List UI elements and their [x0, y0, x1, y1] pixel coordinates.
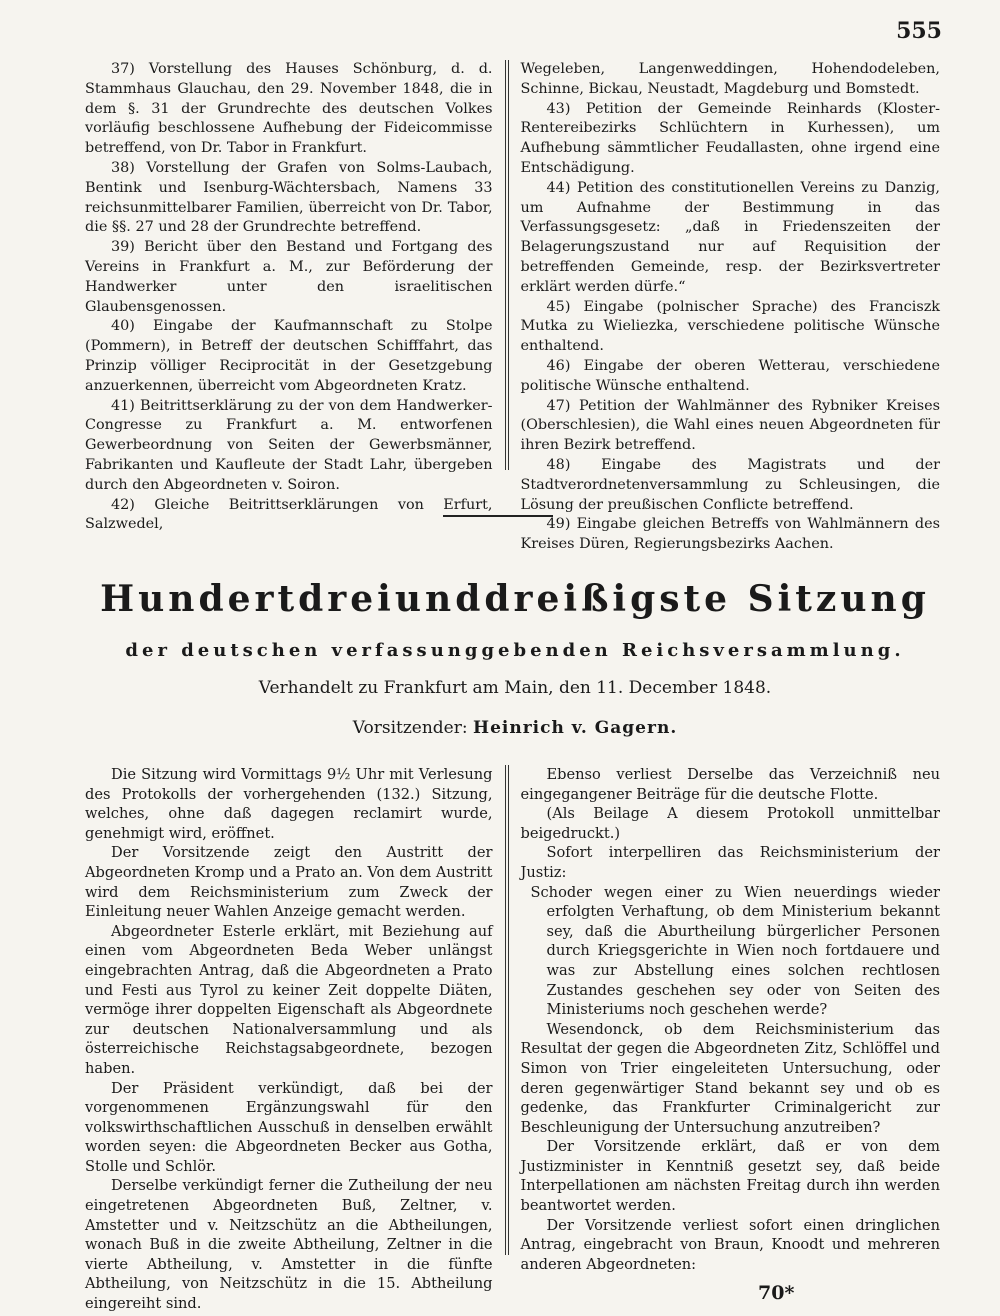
- chair-line: [90, 718, 940, 738]
- petition-39: 39) Bericht über den Bestand und Fortgang des Vereins in Frankfurt a. M., zur Beförderung der Handwerker unter den israelitischen Glaubensgenossen.: [85, 239, 493, 315]
- minutes-fleet-contributions: Ebenso verliest Derselbe das Verzeichniß neu eingegangener Beiträge für die deutsche Flotte.: [520, 766, 941, 803]
- minutes-opening: Die Sitzung wird Vormittags 9½ Uhr mit Verlesung des Protokolls der vorhergehenden (132.) Sitzung, welches, ohne daß dagegen reclamirt wurde, genehmigt wird, eröffnet.: [85, 766, 493, 842]
- section-separator: [443, 515, 553, 517]
- minutes-chair-reply: Der Vorsitzende erklärt, daß er von dem Justizminister in Kenntniß gesetzt sey, daß beide Interpellationen am nächsten Freitag durch ihn werden beantwortet werden.: [520, 1138, 941, 1215]
- petition-49: 49) Eingabe gleichen Betreffs von Wahlmännern des Kreises Düren, Regierungsbezirks Aachen.: [520, 516, 941, 553]
- petition-48: 48) Eingabe des Magistrats und der Stadtverordnetenversammlung zu Schleusingen, die Lösung der preußischen Conflicte betreffend.: [520, 456, 941, 513]
- session-subtitle: der deutschen verfassunggebenden Reichsversammlung.: [125, 640, 905, 661]
- minutes-urgent-motion: Der Vorsitzende verliest sofort einen dringlichen Antrag, eingebracht von Braun, Knoodt und mehreren anderen Abgeordneten:: [520, 1216, 941, 1273]
- petition-38: 38) Vorstellung der Grafen von Solms-Laubach, Bentink und Isenburg-Wächtersbach, Namens 33 reichsunmittelbarer Familien, überreicht von Dr. Tabor, die §§. 27 und 28 der Grundrechte betreffend.: [85, 159, 493, 236]
- petition-43: 43) Petition der Gemeinde Reinhards (Kloster-Rentereibezirks Schlüchtern in Kurhessen), um Aufhebung sämmtlicher Feudallasten, ohne irgend eine Entschädigung.: [520, 100, 941, 176]
- minutes-esterle: Abgeordneter Esterle erklärt, mit Beziehung auf einen vom Abgeordneten Beda Weber unlängst eingebrachten Antrag, daß die Abgeordneten a Prato und Festi aus Tyrol zu keiner Zeit doppelte Diäten, vermöge ihrer doppelten Eigenschaft als Abgeordnete zur deutschen Nationalversammlung und als österreichische Reichstagsabgeordnete, bezogen haben.: [85, 922, 493, 1077]
- petition-list: [85, 60, 941, 553]
- minutes-resignations: Der Vorsitzende zeigt den Austritt der Abgeordneten Kromp und a Prato an. Von dem Austritt wird dem Reichsministerium zum Zweck der Einleitung neuer Wahlen Anzeige gemacht werden.: [85, 844, 493, 921]
- minutes-left-column: [85, 765, 505, 1313]
- session-title: Hundertdreiunddreißigste Sitzung: [100, 578, 930, 620]
- petition-37: 37) Vorstellung des Hauses Schönburg, d. d. Stammhaus Glauchau, den 29. November 1848, die in dem §. 31 der Grundrechte des deutschen Volkes vorläufig beschlossene Aufhebung der Fideicommisse betreffend, von Dr. Tabor in Frankfurt.: [85, 61, 493, 157]
- minutes-interpellation-wesendonck: Wesendonck, ob dem Reichsministerium das Resultat der gegen die Abgeordneten Zitz, Schlöffel und Simon von Trier eingeleiteten Untersuchung, oder deren gegenwärtiger Stand bekannt sey und ob es gedenke, das Frankfurter Criminalgericht zur Beschleunigung der Untersuchung anzutreiben?: [520, 1020, 941, 1136]
- petition-46: 46) Eingabe der oberen Wetterau, verschiedene politische Wünsche enthaltend.: [520, 357, 941, 394]
- petition-47: 47) Petition der Wahlmänner des Rybniker Kreises (Oberschlesien), die Wahl eines neuen Abgeordneten für ihren Bezirk betreffend.: [520, 397, 941, 454]
- minutes-interpellation-schoder: Schoder wegen einer zu Wien neuerdings wieder erfolgten Verhaftung, ob dem Ministerium bekannt sey, daß die Aburtheilung bürgerlicher Personen durch Kriegsgerichte in Wien noch fortdauere und was zur Abstellung eines solchen rechtlosen Zustandes geschehen sey oder von Seiten des Ministeriums noch geschehen werde?: [530, 883, 941, 1019]
- minutes-right-column: [509, 765, 941, 1273]
- chair-name: Heinrich v. Gagern.: [473, 718, 678, 738]
- petition-45: 45) Eingabe (polnischer Sprache) des Franciszk Mutka zu Wieliezka, verschiedene politische Wünsche enthaltend.: [520, 298, 941, 355]
- minutes-department-assignment: Derselbe verkündigt ferner die Zutheilung der neu eingetretenen Abgeordneten Buß, Zeltner, v. Amstetter und v. Neitzschütz an die Abtheilungen, wonach Buß in die zweite Abtheilung, Zeltner in die vierte Abtheilung, v. Amstetter in die fünfte Abtheilung, von Neitzschütz in die 15. Abtheilung eingereiht sind.: [85, 1177, 493, 1313]
- minutes-committee-election: Der Präsident verkündigt, daß bei der vorgenommenen Ergänzungswahl für den volkswirthschaftlichen Ausschuß in denselben erwählt worden seyen: die Abgeordneten Becker aus Gotha, Stolle und Schlör.: [85, 1079, 493, 1175]
- minutes-interpellation-intro: Sofort interpelliren das Reichsministerium der Justiz:: [520, 844, 941, 881]
- chair-label: Vorsitzender:: [352, 718, 468, 738]
- session-date-line: Verhandelt zu Frankfurt am Main, den 11. December 1848.: [258, 678, 772, 698]
- left-column: [85, 60, 505, 533]
- signature-mark: 70*: [758, 1282, 795, 1304]
- petition-42: 42) Gleiche Beitrittserklärungen von Erfurt, Salzwedel,: [85, 496, 493, 533]
- petition-44: 44) Petition des constitutionellen Vereins zu Danzig, um Aufnahme der Bestimmung in das Verfassungsgesetz: „daß in Friedenszeiten der Belagerungszustand nur auf Requisition der betreffenden Gemeinde, resp. der Bezirksvertreter erklärt werden dürfe.“: [520, 179, 941, 295]
- right-column: [509, 60, 941, 553]
- page-number: 555: [896, 18, 942, 44]
- minutes-supplement-note: (Als Beilage A diesem Protokoll unmittelbar beigedruckt.): [520, 805, 941, 842]
- petition-41: 41) Beitrittserklärung zu der von dem Handwerker-Congresse zu Frankfurt a. M. entworfenen Gewerbeordnung von Seiten der Gewerbsmänner, Fabrikanten und Kaufleute der Stadt Lahr, übergeben durch den Abgeordneten v. Soiron.: [85, 397, 493, 493]
- petition-42-continued: Wegeleben, Langenweddingen, Hohendodeleben, Schinne, Bickau, Neustadt, Magdeburg und Bomstedt.: [520, 61, 941, 97]
- petition-40: 40) Eingabe der Kaufmannschaft zu Stolpe (Pommern), in Betreff der deutschen Schifffahrt, das Prinzip völliger Reciprocität in der Gesetzgebung anzuerkennen, überreicht vom Abgeordneten Kratz.: [85, 318, 493, 394]
